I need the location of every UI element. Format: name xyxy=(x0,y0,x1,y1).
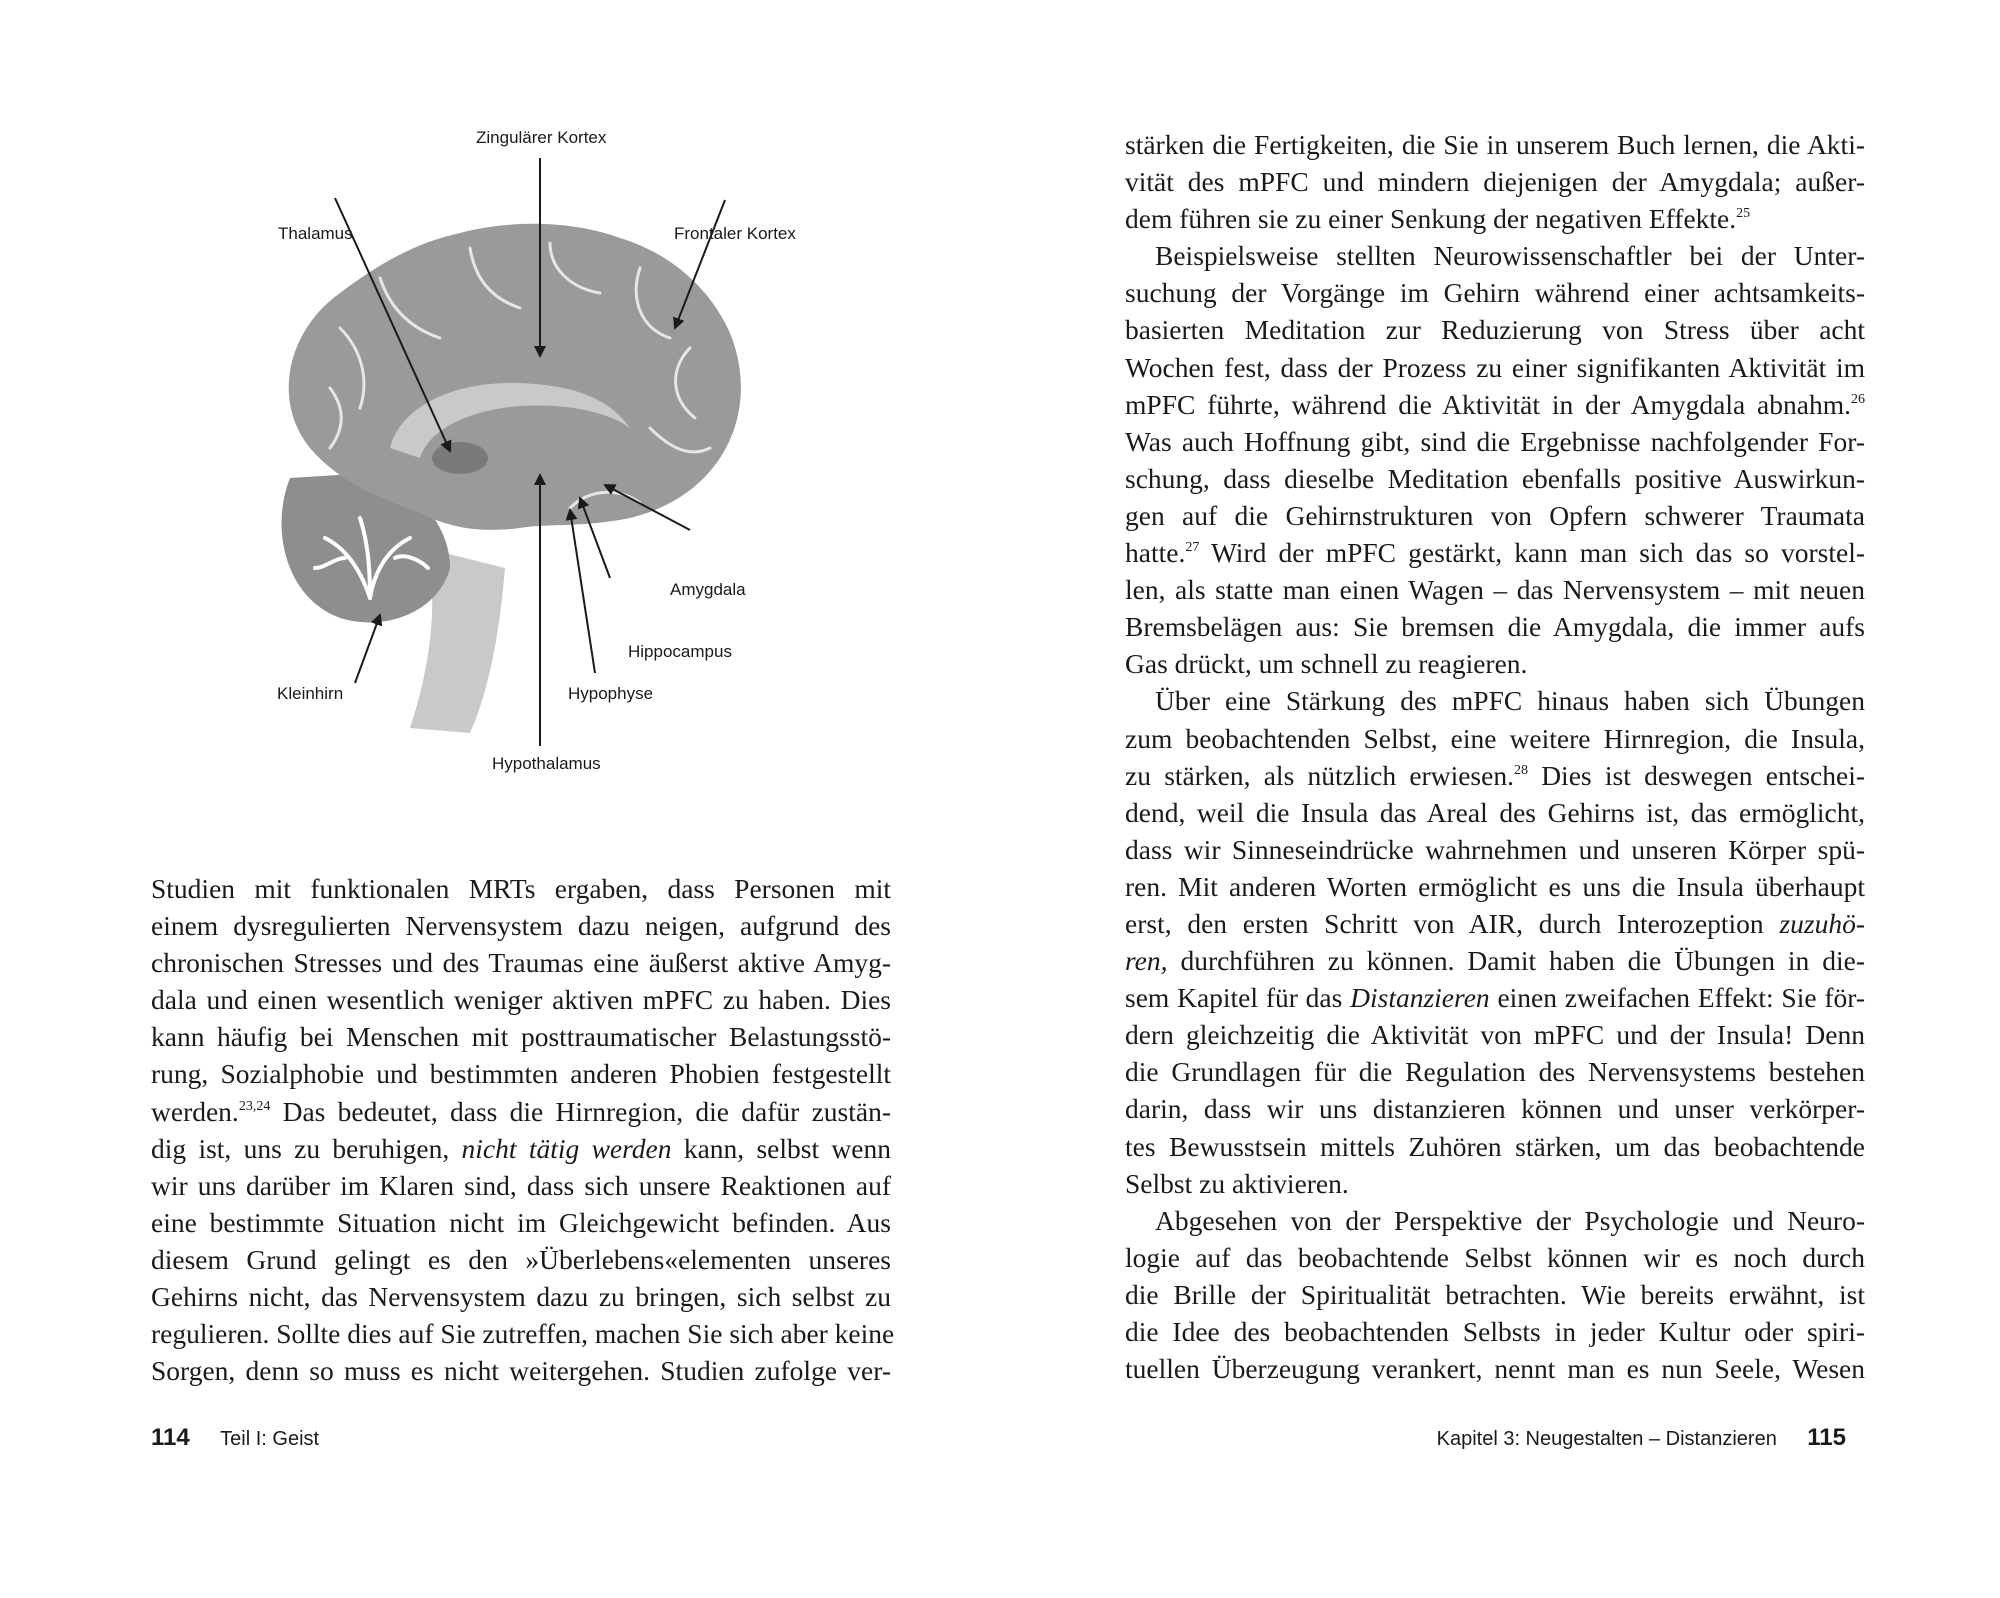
text-line: suchung der Vorgänge im Gehirn während einer achtsamkeits- xyxy=(1125,277,1865,309)
text-run: kann, selbst wenn xyxy=(671,1132,891,1164)
text-line: schung, dass dieselbe Meditation ebenfalls positive Auswirkun- xyxy=(1125,462,1865,494)
right-page xyxy=(1000,0,2000,1598)
text-line: len, als statte man einen Wagen – das Nervensystem – mit neuen xyxy=(1125,574,1865,606)
text-line: darin, dass wir uns distanzieren können und unser verkörper- xyxy=(1125,1093,1865,1125)
text-line: Bremsbelägen aus: Sie bremsen die Amygdala, die immer aufs xyxy=(1125,611,1865,643)
text-line: dass wir Sinneseindrücke wahrnehmen und unseren Körper spü- xyxy=(1125,833,1865,865)
text-line: dend, weil die Insula das Areal des Gehirns ist, das ermöglicht, xyxy=(1125,796,1865,828)
text-line: Gas drückt, um schnell zu reagieren. xyxy=(1125,648,1528,680)
cerebrum-shape xyxy=(289,224,741,530)
text-line xyxy=(1125,942,1865,979)
emphasis: zuzuhö- xyxy=(1779,907,1865,939)
text-line xyxy=(1125,757,1865,794)
text-line xyxy=(1125,905,1865,942)
text-line: wir uns darüber im Klaren sind, dass sich unsere Reaktionen auf xyxy=(151,1169,891,1201)
text-line: tuellen Überzeugung verankert, nennt man es nun Seele, Wesen xyxy=(1125,1353,1865,1385)
text-line: diesem Grund gelingt es den »Überlebens«elementen unseres xyxy=(151,1243,891,1275)
text-line: ren. Mit anderen Worten ermöglicht es uns die Insula überhaupt xyxy=(1125,870,1865,902)
emphasis: nicht tätig werden xyxy=(461,1132,672,1164)
emphasis: Distanzieren xyxy=(1350,982,1490,1014)
text-line: die Idee des beobachtenden Selbsts in jeder Kultur oder spiri- xyxy=(1125,1316,1865,1347)
text-line: einem dysregulierten Nervensystem dazu neigen, aufgrund des xyxy=(151,910,891,942)
running-head: Teil I: Geist xyxy=(220,1428,320,1450)
label-thalamus: Thalamus xyxy=(278,224,353,243)
left-footer xyxy=(151,1424,319,1452)
text-run: dem führen sie zu einer Senkung der negativen Effekte. xyxy=(1125,203,1737,235)
text-line: Selbst zu aktivieren. xyxy=(1125,1167,1349,1199)
label-zingulaerer-kortex: Zingulärer Kortex xyxy=(476,128,607,147)
text-line: Studien mit funktionalen MRTs ergaben, dass Personen mit xyxy=(151,873,891,904)
running-head: Kapitel 3: Neugestalten – Distanzieren xyxy=(1436,1428,1777,1450)
text-line: kann häufig bei Menschen mit posttraumatischer Belastungsstö- xyxy=(151,1021,891,1053)
text-line: Beispielsweise stellten Neurowissenschaftler bei der Unter- xyxy=(1155,240,1865,272)
label-kleinhirn: Kleinhirn xyxy=(277,684,344,703)
text-line xyxy=(151,1130,891,1167)
footnote-ref: 25 xyxy=(1736,206,1751,222)
text-run: durchführen zu können. Damit haben die Übungen in die- xyxy=(1167,945,1865,977)
text-line xyxy=(1125,386,1865,423)
text-run: erst, den ersten Schritt von AIR, durch Interozeption xyxy=(1125,907,1780,939)
text-run: Das bedeutet, dass die Hirnregion, die dafür zustän- xyxy=(270,1095,891,1127)
text-line: die Grundlagen für die Regulation des Nervensystems bestehen xyxy=(1125,1056,1865,1088)
text-line: dern gleichzeitig die Aktivität von mPFC und der Insula! Denn xyxy=(1125,1019,1865,1051)
text-run: hatte. xyxy=(1125,537,1186,569)
text-line: Wochen fest, dass der Prozess zu einer signifikanten Aktivität im xyxy=(1125,351,1865,383)
text-run: einen zweifachen Effekt: Sie för- xyxy=(1489,982,1866,1014)
label-frontaler-kortex: Frontaler Kortex xyxy=(674,224,796,243)
text-line xyxy=(1125,534,1865,571)
right-footer xyxy=(1437,1424,1846,1452)
emphasis: ren, xyxy=(1125,945,1168,977)
text-line xyxy=(1125,200,1865,237)
text-line: tes Bewusstsein mittels Zuhören stärken, um das beobachtende xyxy=(1125,1130,1865,1162)
brain-figure xyxy=(250,128,810,788)
text-line xyxy=(1125,979,1865,1016)
text-line: chronischen Stresses und des Traumas eine äußerst aktive Amyg- xyxy=(151,947,891,979)
text-line: zum beobachtenden Selbst, eine weitere Hirnregion, die Insula, xyxy=(1125,722,1865,754)
label-hippocampus: Hippocampus xyxy=(628,642,732,661)
text-line: rung, Sozialphobie und bestimmten anderen Phobien festgestellt xyxy=(151,1058,891,1090)
text-line: Über eine Stärkung des mPFC hinaus haben sich Übungen xyxy=(1155,685,1865,717)
text-run: zu stärken, als nützlich erwiesen. xyxy=(1125,759,1514,791)
left-body-text xyxy=(151,870,895,1389)
label-hypothalamus: Hypothalamus xyxy=(492,754,601,773)
label-hypophyse: Hypophyse xyxy=(568,684,654,703)
text-run: werden. xyxy=(151,1095,239,1127)
text-line: regulieren. Sollte dies auf Sie zutreffen, machen Sie sich aber keine xyxy=(151,1318,895,1350)
text-line: dala und einen wesentlich weniger aktiven mPFC zu haben. Dies xyxy=(151,984,891,1016)
footnote-ref: 26 xyxy=(1851,391,1865,407)
text-line xyxy=(151,1093,891,1130)
text-line: gen auf die Gehirnstrukturen von Opfern schwerer Traumata xyxy=(1125,499,1865,531)
text-line: eine bestimmte Situation nicht im Gleichgewicht befinden. Aus xyxy=(151,1206,891,1238)
label-amygdala: Amygdala xyxy=(670,580,746,599)
footnote-ref: 27 xyxy=(1185,540,1200,556)
text-line: basierten Meditation zur Reduzierung von Stress über acht xyxy=(1125,314,1865,346)
text-run: dig ist, uns zu beruhigen, xyxy=(151,1132,462,1164)
text-line: stärken die Fertigkeiten, die Sie in unserem Buch lernen, die Akti- xyxy=(1125,129,1865,160)
text-line: vität des mPFC und mindern diejenigen der Amygdala; außer- xyxy=(1125,166,1865,198)
right-body-text xyxy=(1125,126,1865,1387)
footnote-ref: 23,24 xyxy=(238,1098,271,1114)
footnote-ref: 28 xyxy=(1513,762,1528,778)
text-run: sem Kapitel für das xyxy=(1125,982,1351,1014)
text-line: Gehirns nicht, das Nervensystem dazu zu bringen, sich selbst zu xyxy=(151,1281,891,1313)
text-line: die Brille der Spiritualität betrachten. Wie bereits erwähnt, ist xyxy=(1125,1278,1865,1310)
thalamus-shape xyxy=(432,442,488,474)
text-line: Abgesehen von der Perspektive der Psychologie und Neuro- xyxy=(1155,1204,1865,1236)
page-number: 115 xyxy=(1807,1424,1846,1451)
text-run: mPFC führte, während die Aktivität in der Amygdala abnahm. xyxy=(1125,388,1851,420)
text-line: logie auf das beobachtende Selbst können wir es noch durch xyxy=(1125,1241,1865,1273)
text-line: Sorgen, denn so muss es nicht weitergehen. Studien zufolge ver- xyxy=(151,1355,891,1387)
text-run: Dies ist deswegen entschei- xyxy=(1527,759,1865,791)
page-number: 114 xyxy=(151,1424,190,1451)
text-run: Wird der mPFC gestärkt, kann man sich das so vorstel- xyxy=(1199,537,1865,569)
text-line: Was auch Hoffnung gibt, sind die Ergebnisse nachfolgender For- xyxy=(1125,425,1865,457)
